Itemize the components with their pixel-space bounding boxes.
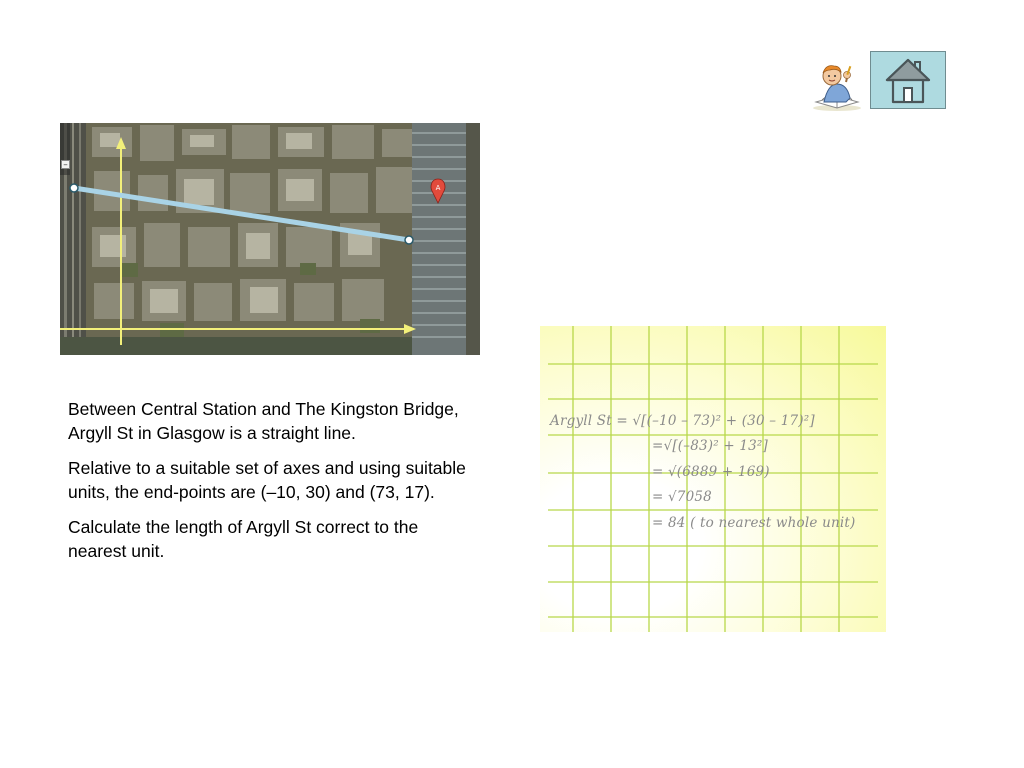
problem-text [68,397,478,574]
solution-line: = √7058 [652,489,712,505]
home-icon [884,56,932,106]
solution-graph-paper [540,326,886,632]
home-button[interactable] [870,51,946,109]
student-reading-icon [810,58,864,114]
solution-line: = 84 ( to nearest whole unit) [652,515,856,531]
problem-paragraph: Calculate the length of Argyll St correct to the nearest unit. [68,517,419,561]
solution-line: Argyll St = √[(–10 – 73)² + (30 – 17)²] [550,413,815,429]
route-endpoint-east [405,236,413,244]
aerial-map [60,123,480,355]
map-pin-label: A [435,184,441,192]
problem-paragraph: Relative to a suitable set of axes and using suitable units, the end-points are (–10, 30) and (73, 17). [68,458,466,502]
solution-line: =√[(–83)² + 13²] [652,438,769,454]
map-image [60,123,480,355]
map-zoom-control [60,123,70,175]
zoom-out-button[interactable]: – [61,160,70,169]
solution-line: = √(6889 + 169) [652,464,770,480]
route-endpoint-west [70,184,78,192]
problem-paragraph: Between Central Station and The Kingston Bridge, Argyll St in Glasgow is a straight line. [68,399,459,443]
